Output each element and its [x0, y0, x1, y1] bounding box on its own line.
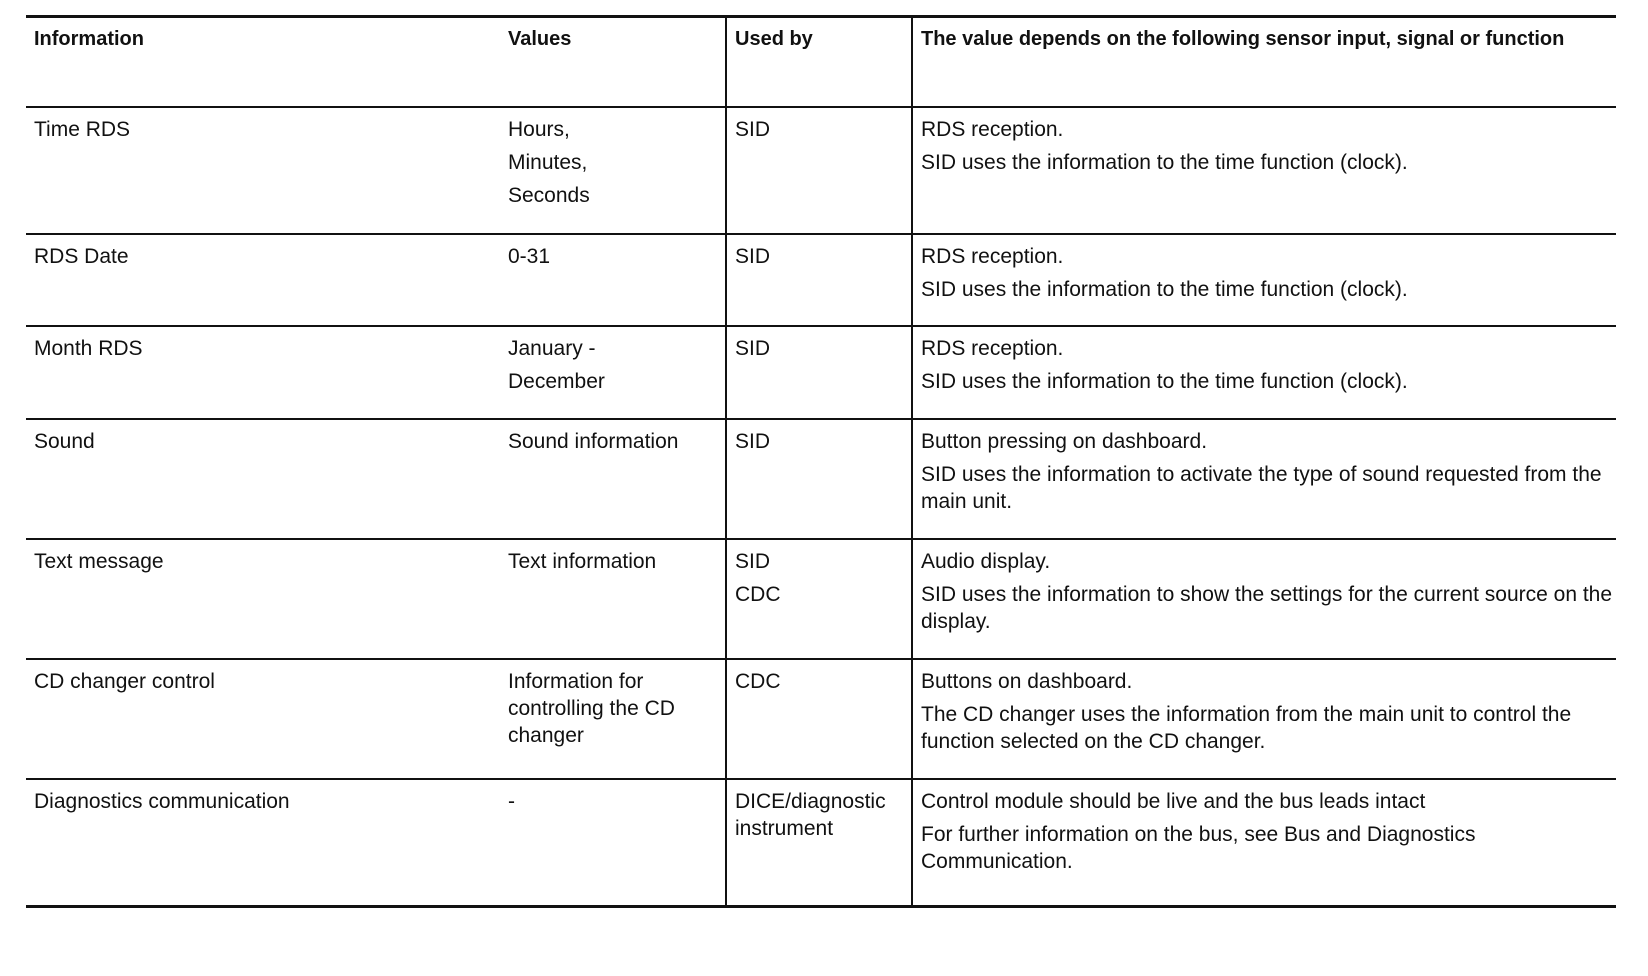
cell-used-by: [726, 659, 912, 779]
table-row: [26, 234, 1616, 326]
value-line: -: [508, 789, 515, 813]
used-by-line: SID: [735, 117, 771, 141]
information-text: RDS Date: [34, 244, 129, 268]
cell-values: [500, 419, 726, 539]
cell-depends: [912, 779, 1616, 907]
cell-values: [500, 107, 726, 234]
table-row: [26, 659, 1616, 779]
depends-line: RDS reception.: [921, 117, 1064, 141]
depends-line: Button pressing on dashboard.: [921, 429, 1208, 453]
cell-used-by: [726, 326, 912, 419]
table-row: [26, 419, 1616, 539]
table-row: [26, 326, 1616, 419]
used-by-line: SID: [735, 429, 771, 453]
signal-information-table: [26, 15, 1616, 908]
header-depends-on: The value depends on the following sensor input, signal or function: [921, 28, 1565, 50]
depends-line: Buttons on dashboard.: [921, 669, 1133, 693]
cell-used-by: [726, 779, 912, 907]
information-text: Time RDS: [34, 117, 131, 141]
table-header-row: [26, 17, 1616, 107]
cell-values: [500, 234, 726, 326]
cell-used-by: [726, 419, 912, 539]
value-line: Minutes,: [508, 150, 588, 174]
table-row: [26, 539, 1616, 659]
value-line: Seconds: [508, 183, 590, 207]
value-line: 0-31: [508, 244, 551, 268]
value-line: January -: [508, 336, 596, 360]
cell-depends: [912, 326, 1616, 419]
cell-depends: [912, 107, 1616, 234]
value-line: December: [508, 369, 605, 393]
depends-line: Control module should be live and the bus leads intact: [921, 789, 1426, 813]
used-by-line: SID: [735, 549, 771, 573]
cell-information: [26, 659, 500, 779]
header-used-by: Used by: [726, 17, 912, 107]
value-line: Sound information: [508, 429, 679, 453]
cell-values: [500, 539, 726, 659]
information-text: Diagnostics communication: [34, 789, 290, 813]
depends-line: SID uses the information to activate the type of sound requested from the main unit.: [921, 462, 1602, 513]
value-line: Text information: [508, 549, 657, 573]
cell-information: [26, 107, 500, 234]
cell-depends: [912, 539, 1616, 659]
used-by-line: CDC: [735, 582, 781, 606]
cell-depends: [912, 659, 1616, 779]
cell-depends: [912, 419, 1616, 539]
depends-line: SID uses the information to the time function (clock).: [921, 277, 1408, 301]
depends-line: SID uses the information to show the settings for the current source on the display.: [921, 582, 1613, 633]
value-line: Hours,: [508, 117, 570, 141]
depends-line: SID uses the information to the time function (clock).: [921, 369, 1408, 393]
cell-used-by: [726, 107, 912, 234]
used-by-line: SID: [735, 244, 771, 268]
value-line: Information for controlling the CD changer: [508, 669, 675, 747]
cell-information: [26, 779, 500, 907]
header-information: Information: [34, 28, 144, 50]
depends-line: SID uses the information to the time function (clock).: [921, 150, 1408, 174]
table-row: [26, 107, 1616, 234]
cell-information: [26, 419, 500, 539]
depends-line: Audio display.: [921, 549, 1051, 573]
cell-used-by: [726, 539, 912, 659]
cell-depends: [912, 234, 1616, 326]
depends-line: The CD changer uses the information from the main unit to control the function selected on the CD changer.: [921, 702, 1572, 753]
cell-values: [500, 779, 726, 907]
table-row: [26, 779, 1616, 907]
used-by-line: CDC: [735, 669, 781, 693]
cell-information: [26, 234, 500, 326]
information-text: Month RDS: [34, 336, 143, 360]
depends-line: RDS reception.: [921, 336, 1064, 360]
used-by-line: DICE/diagnostic instrument: [735, 789, 886, 840]
depends-line: For further information on the bus, see Bus and Diagnostics Communication.: [921, 822, 1476, 873]
information-text: Text message: [34, 549, 164, 573]
used-by-line: SID: [735, 336, 771, 360]
information-text: Sound: [34, 429, 95, 453]
depends-line: RDS reception.: [921, 244, 1064, 268]
cell-used-by: [726, 234, 912, 326]
information-text: CD changer control: [34, 669, 215, 693]
cell-information: [26, 326, 500, 419]
cell-values: [500, 659, 726, 779]
header-values: Values: [500, 17, 726, 107]
cell-information: [26, 539, 500, 659]
cell-values: [500, 326, 726, 419]
